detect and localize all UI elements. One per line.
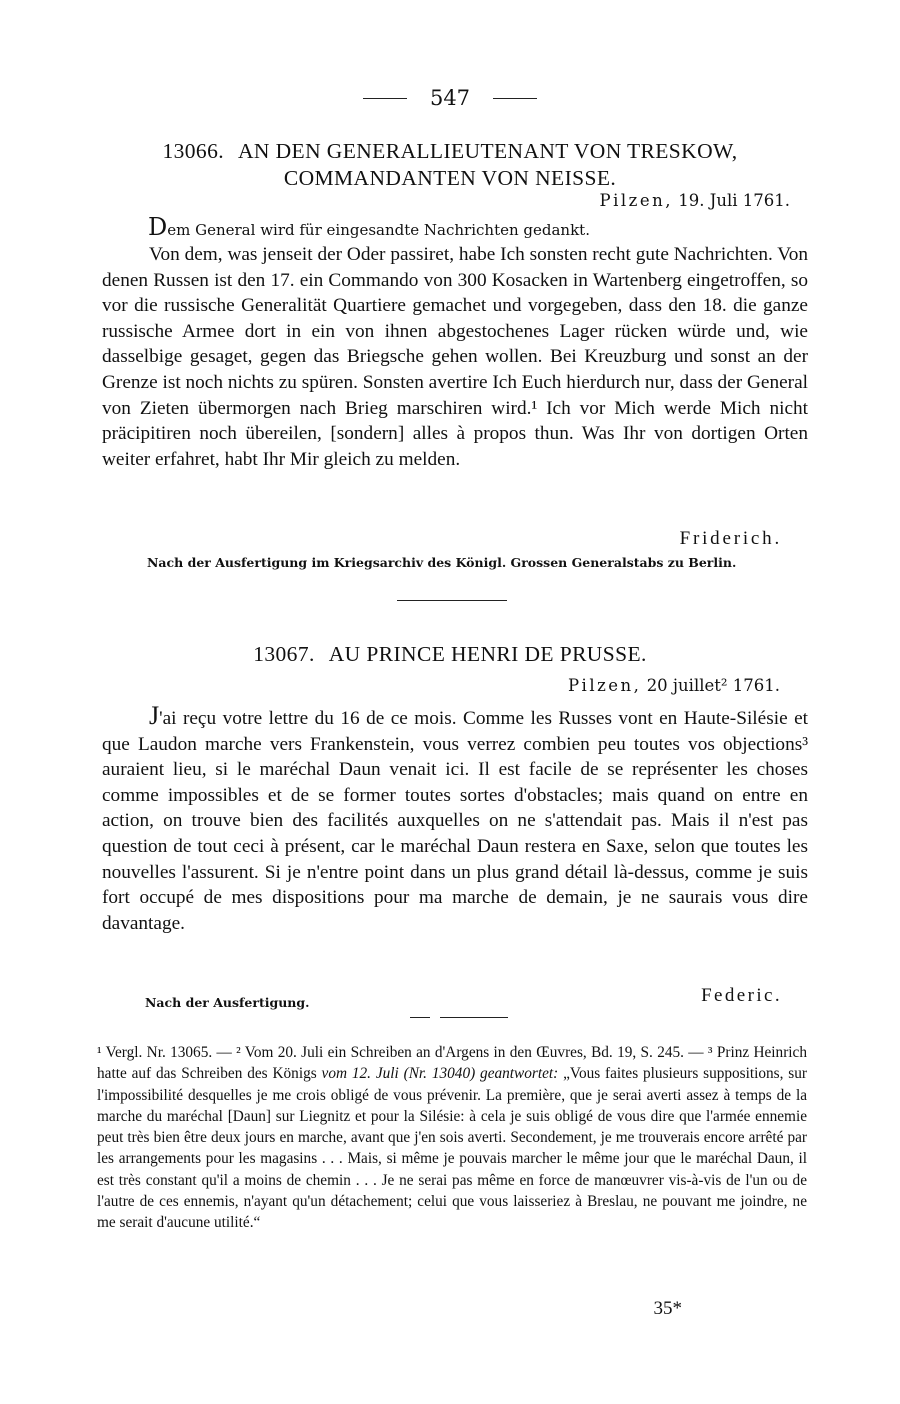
- doc1-signature: Friderich.: [679, 528, 782, 549]
- page-header: [0, 86, 900, 110]
- section-separator: [397, 600, 507, 601]
- page-number: 547: [429, 86, 471, 110]
- doc1-regest-text: em General wird für eingesandte Nachrichten gedankt.: [167, 221, 590, 239]
- doc1-regest-initial: D: [148, 213, 168, 241]
- doc1-dateline: [599, 191, 790, 210]
- footnote-text-1: ¹ Vergl. Nr. 13065. — ² Vom 20. Juli ein Schreiben an d'Argens in den Œuvres, Bd. 19, S. 245. — ³ Prinz Heinrich hatte auf das Schreiben des Königs: [97, 1044, 807, 1083]
- doc2-date: 20 juillet² 1761.: [646, 676, 780, 695]
- doc2-number: 13067.: [253, 642, 315, 666]
- footnote-italic: vom 12. Juli (Nr. 13040) geantwortet:: [321, 1065, 559, 1083]
- doc2-body: [102, 703, 808, 936]
- sheet-signature: 35*: [653, 1298, 682, 1319]
- footnotes: [97, 1042, 807, 1234]
- doc1-title-line2: COMMANDANTEN VON NEISSE.: [283, 166, 617, 190]
- doc2-title: [0, 641, 900, 668]
- doc1-title-line1: AN DEN GENERALLIEUTENANT VON TRESKOW,: [238, 139, 738, 163]
- doc2-signature: Federic.: [701, 985, 782, 1006]
- doc1-body-text: Von dem, was jenseit der Oder passiret, habe Ich sonsten recht gute Nachrichten. Von denen Russen ist den 17. ein Commando von 300 Kosacken in Wartenberg eingetroffen, so vor die russische Generalität Quartiere gemachet und vorgegeben, dass den 18. die ganze russische Armee dort in ein von ihnen abgestochenes Lager rücken würde und, wie dasselbige gesaget, gegen das Briegsche gehen wollen. Bei Kreuzburg und sonst an der Grenze ist noch nichts zu spüren. Sonsten avertire Ich Euch hierdurch nur, dass der General von Zieten übermorgen nach Brieg marschiren wird.¹ Ich vor Mich werde Mich nicht präcipitiren noch übereilen, [sondern] alles à propos thun. Was Ihr von dortigen Orten weiter erfahret, habt Ihr Mir gleich zu melden.: [102, 244, 808, 470]
- doc1-date: 19. Juli 1761.: [678, 191, 790, 210]
- doc1-regest: [148, 213, 590, 241]
- doc1-title: [0, 138, 900, 192]
- footnote-rule-short: [410, 1017, 430, 1018]
- footnote-text-2: „Vous faites plusieurs suppositions, sur l'impossibilité desquelles je me crois obligé de vous prévenir. La première, que je serai averti assez à temps de la marche du maréchal [Daun] sur Liegnitz et pour la Silésie: à cela je suis obligé de vous dire que l'armée ennemie peut très bien être deux jours en marche, avant que j'en sois averti. Secondement, je me trouverais encore arrêté par les arrangements pour les magasins . . . Mais, si même je pouvais marcher le même jour que le maréchal Daun, il est très constant qu'il a moins de chemin . . . Je ne serai pas même en force de manœuvrer vis-à-vis de l'un ou de l'autre de ces ennemis, n'ayant qu'un détachement; celui que vous laisseriez à Breslau, ne pouvant me joindre, ne me serait d'aucune utilité.“: [97, 1065, 807, 1232]
- doc1-number: 13066.: [162, 139, 224, 163]
- doc2-body-initial: J: [149, 701, 160, 730]
- header-rule-right: [493, 98, 537, 99]
- doc2-place: Pilzen,: [567, 676, 642, 695]
- footnote-rule-long: [440, 1017, 508, 1018]
- doc2-body-text: 'ai reçu votre lettre du 16 de ce mois. Comme les Russes vont en Haute-Silésie et que Laudon marche vers Frankenstein, vous verrez combien peu toutes vos objections³ auraient lieu, si le maréchal Daun venait ici. Il est facile de se représenter les choses comme impossibles et de se former toutes sortes d'obstacles; mais quand on entre en action, on trouve bien des facilités auxquelles on ne s'attendait pas. Mais il n'est pas question de tout ceci à présent, car le maréchal Daun restera en Saxe, selon que toutes les nouvelles l'assurent. Si je n'entre point dans un plus grand détail là-dessus, comme je suis fort occupé de mes dispositions pour ma marche de demain, je ne saurais vous dire davantage.: [102, 708, 808, 934]
- doc2-dateline: [568, 676, 780, 695]
- doc1-place: Pilzen,: [599, 191, 673, 210]
- doc2-title-text: AU PRINCE HENRI DE PRUSSE.: [328, 642, 647, 666]
- doc1-body: [102, 242, 808, 472]
- header-rule-left: [363, 98, 407, 99]
- doc1-source-note: Nach der Ausfertigung im Kriegsarchiv des Königl. Grossen Generalstabs zu Berlin.: [147, 555, 737, 570]
- doc2-source-note: Nach der Ausfertigung.: [145, 995, 310, 1010]
